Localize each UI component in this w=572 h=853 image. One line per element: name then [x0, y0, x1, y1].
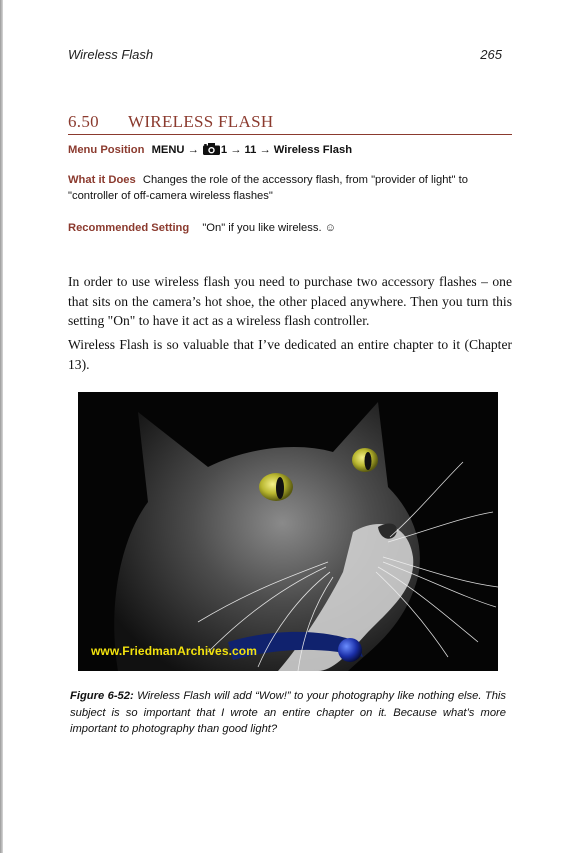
recommended-text: "On" if you like wireless. ☺ — [202, 222, 337, 234]
menu-position-label: Menu Position — [68, 144, 145, 156]
what-it-does-text: Changes the role of the accessory flash, from "provider of light" to "controller of off-camera wireless flashes" — [68, 174, 468, 202]
menu-path-end: 1 → 11 → Wireless Flash — [220, 144, 353, 156]
section-title: WIRELESS FLASH — [128, 112, 274, 131]
what-it-does — [68, 172, 468, 204]
body-paragraph: In order to use wireless flash you need to purchase two accessory flashes – one that sits on the camera’s hot shoe, the other placed anywhere. Then you turn this setting "On" to have it act as a wireless flash controller. — [68, 274, 512, 328]
figure-label: Figure 6-52: — [70, 690, 134, 702]
body-paragraph: Wireless Flash is so valuable that I’ve dedicated an entire chapter to it (Chapter 13). — [68, 337, 512, 372]
caption-text: Wireless Flash will add “Wow!” to your photography like nothing else. This subject is so important that I wrote an entire chapter on it. Because what’s more important to photography than good light? — [70, 690, 506, 735]
chapter-title: Wireless Flash — [68, 47, 154, 62]
what-it-does-label: What it Does — [68, 174, 136, 186]
figure-caption — [70, 688, 506, 738]
page-number: 265 — [480, 47, 502, 62]
section-number: 6.50 — [68, 112, 99, 131]
running-header — [68, 47, 502, 62]
photo-watermark: www.FriedmanArchives.com — [91, 644, 258, 658]
recommended-label: Recommended Setting — [68, 222, 190, 234]
cat-photo — [78, 392, 498, 671]
recommended-setting — [68, 220, 508, 236]
section-heading — [68, 112, 512, 135]
menu-path-start: MENU → — [151, 144, 199, 156]
camera-icon — [203, 143, 220, 160]
menu-position-line — [68, 142, 508, 160]
page-edge — [0, 0, 3, 853]
